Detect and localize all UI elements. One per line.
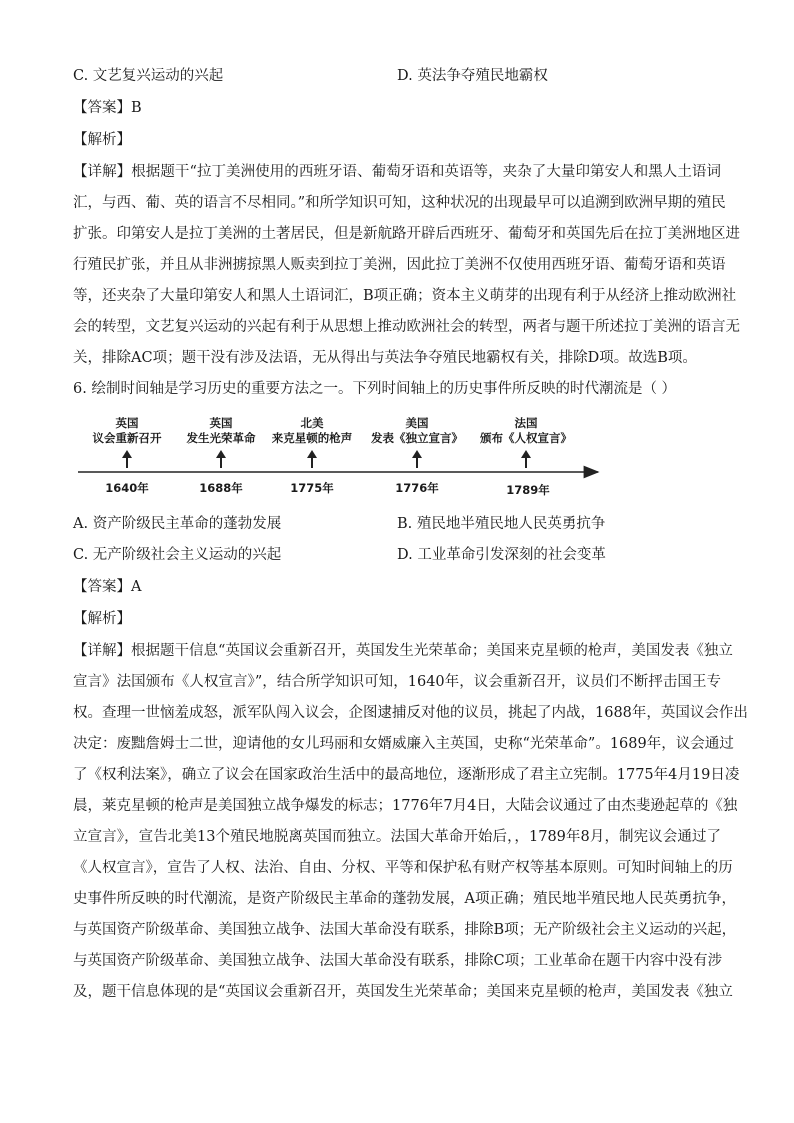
timeline-marker-arrow: [307, 450, 317, 468]
timeline-event-label: 法国 颁布《人权宣言》: [480, 416, 572, 445]
timeline-figure: [78, 410, 608, 500]
q6-detail-line: 《人权宣言》，宣告了人权、法治、自由、分权、平等和保护私有财产权等基本原则。可知时间轴上的历: [73, 860, 733, 876]
timeline-year: 1775年: [290, 481, 334, 495]
q6-detail-line: 【详解】根据题干信息“英国议会重新召开，英国发生光荣革命；美国来克星顿的枪声，美国发表《独立: [73, 643, 733, 659]
timeline-year: 1789年: [506, 483, 550, 497]
q6-detail-line: 宣言》法国颁布《人权宣言》”，结合所学知识可知，1640年，议会重新召开，议员们不断抨击国王专: [73, 674, 721, 690]
q6-detail-line: 史事件所反映的时代潮流，是资产阶级民主革命的蓬勃发展，A项正确；殖民地半殖民地人民英勇抗争，: [73, 891, 736, 907]
timeline-marker-arrow: [412, 450, 422, 468]
q6-detail-line: 权。查理一世恼羞成怒，派军队闯入议会，企图逮捕反对他的议员，挑起了内战，1688年，英国议会作出: [73, 705, 748, 721]
q6-stem: 6. 绘制时间轴是学习历史的重要方法之一。下列时间轴上的历史事件所反映的时代潮流是（ ）: [73, 381, 677, 397]
q6-option-c: C. 无产阶级社会主义运动的兴起: [73, 547, 282, 563]
q6-option-a: A. 资产阶级民主革命的蓬勃发展: [73, 516, 282, 532]
timeline-event-label: 美国 发表《独立宣言》: [371, 416, 463, 445]
q6-option-b: B. 殖民地半殖民地人民英勇抗争: [397, 516, 606, 532]
q5-detail-line: 会的转型，文艺复兴运动的兴起有利于从思想上推动欧洲社会的转型，两者与题干所述拉丁美洲的语言无: [73, 319, 740, 335]
q6-detail-line: 决定：废黜詹姆士二世，迎请他的女儿玛丽和女婿威廉入主英国，史称“光荣革命”。1689年，议会通过: [73, 736, 734, 752]
q6-detail-line: 晨，莱克星顿的枪声是美国独立战争爆发的标志；1776年7月4日，大陆会议通过了由杰斐逊起草的《独: [73, 798, 738, 814]
q5-detail-line: 扩张。印第安人是拉丁美洲的土著居民，但是新航路开辟后西班牙、葡萄牙和英国先后在拉丁美洲地区进: [73, 226, 740, 242]
timeline-year: 1688年: [199, 481, 243, 495]
q6-analysis-title: 【解析】: [73, 611, 131, 627]
q6-detail-line: 与英国资产阶级革命、美国独立战争、法国大革命没有联系，排除B项；无产阶级社会主义运动的兴起，: [73, 922, 737, 938]
q6-option-d: D. 工业革命引发深刻的社会变革: [397, 547, 606, 563]
timeline-event-label: 英国 议会重新召开: [92, 416, 162, 445]
q5-detail-line: 行殖民扩张，并且从非洲掳掠黑人贩卖到拉丁美洲，因此拉丁美洲不仅使用西班牙语、葡萄牙语和英语: [73, 257, 726, 273]
q5-option-c: C. 文艺复兴运动的兴起: [73, 68, 224, 84]
q5-answer: 【答案】B: [73, 100, 142, 116]
timeline-marker-arrow: [521, 450, 531, 468]
q6-detail-line: 及，题干信息体现的是“英国议会重新召开，英国发生光荣革命；美国来克星顿的枪声，美国发表《独立: [73, 984, 733, 1000]
q6-detail-line: 立宣言》，宣告北美13个殖民地脱离英国而独立。法国大革命开始后，，1789年8月，制宪议会通过了: [73, 829, 721, 845]
q6-detail-line: 与英国资产阶级革命、美国独立战争、法国大革命没有联系，排除C项；工业革命在题干内容中没有涉: [73, 953, 723, 969]
q5-detail-line: 等，还夹杂了大量印第安人和黑人土语词汇，B项正确；资本主义萌芽的出现有利于从经济上推动欧洲社: [73, 288, 737, 304]
timeline-marker-arrow: [216, 450, 226, 468]
timeline-marker-arrow: [122, 450, 132, 468]
q6-answer: 【答案】A: [73, 579, 142, 595]
q5-option-d: D. 英法争夺殖民地霸权: [397, 68, 548, 84]
timeline-year: 1640年: [105, 481, 149, 495]
q5-detail-line: 汇，与西、葡、英的语言不尽相同。”和所学知识可知，这种状况的出现最早可以追溯到欧洲早期的殖民: [73, 195, 726, 211]
timeline-event-label: 北美 来克星顿的枪声: [271, 416, 353, 445]
q5-analysis-title: 【解析】: [73, 132, 131, 148]
timeline-event-label: 英国 发生光荣革命: [186, 416, 256, 445]
q6-detail-line: 了《权利法案》，确立了议会在国家政治生活中的最高地位，逐渐形成了君主立宪制。1775年4月19日凌: [73, 767, 740, 783]
timeline-year: 1776年: [395, 481, 439, 495]
q5-detail-line: 【详解】根据题干“拉丁美洲使用的西班牙语、葡萄牙语和英语等，夹杂了大量印第安人和黑人土语词: [73, 164, 721, 180]
q5-detail-line: 关，排除AC项；题干没有涉及法语，无从得出与英法争夺殖民地霸权有关，排除D项。故选B项。: [73, 350, 697, 366]
